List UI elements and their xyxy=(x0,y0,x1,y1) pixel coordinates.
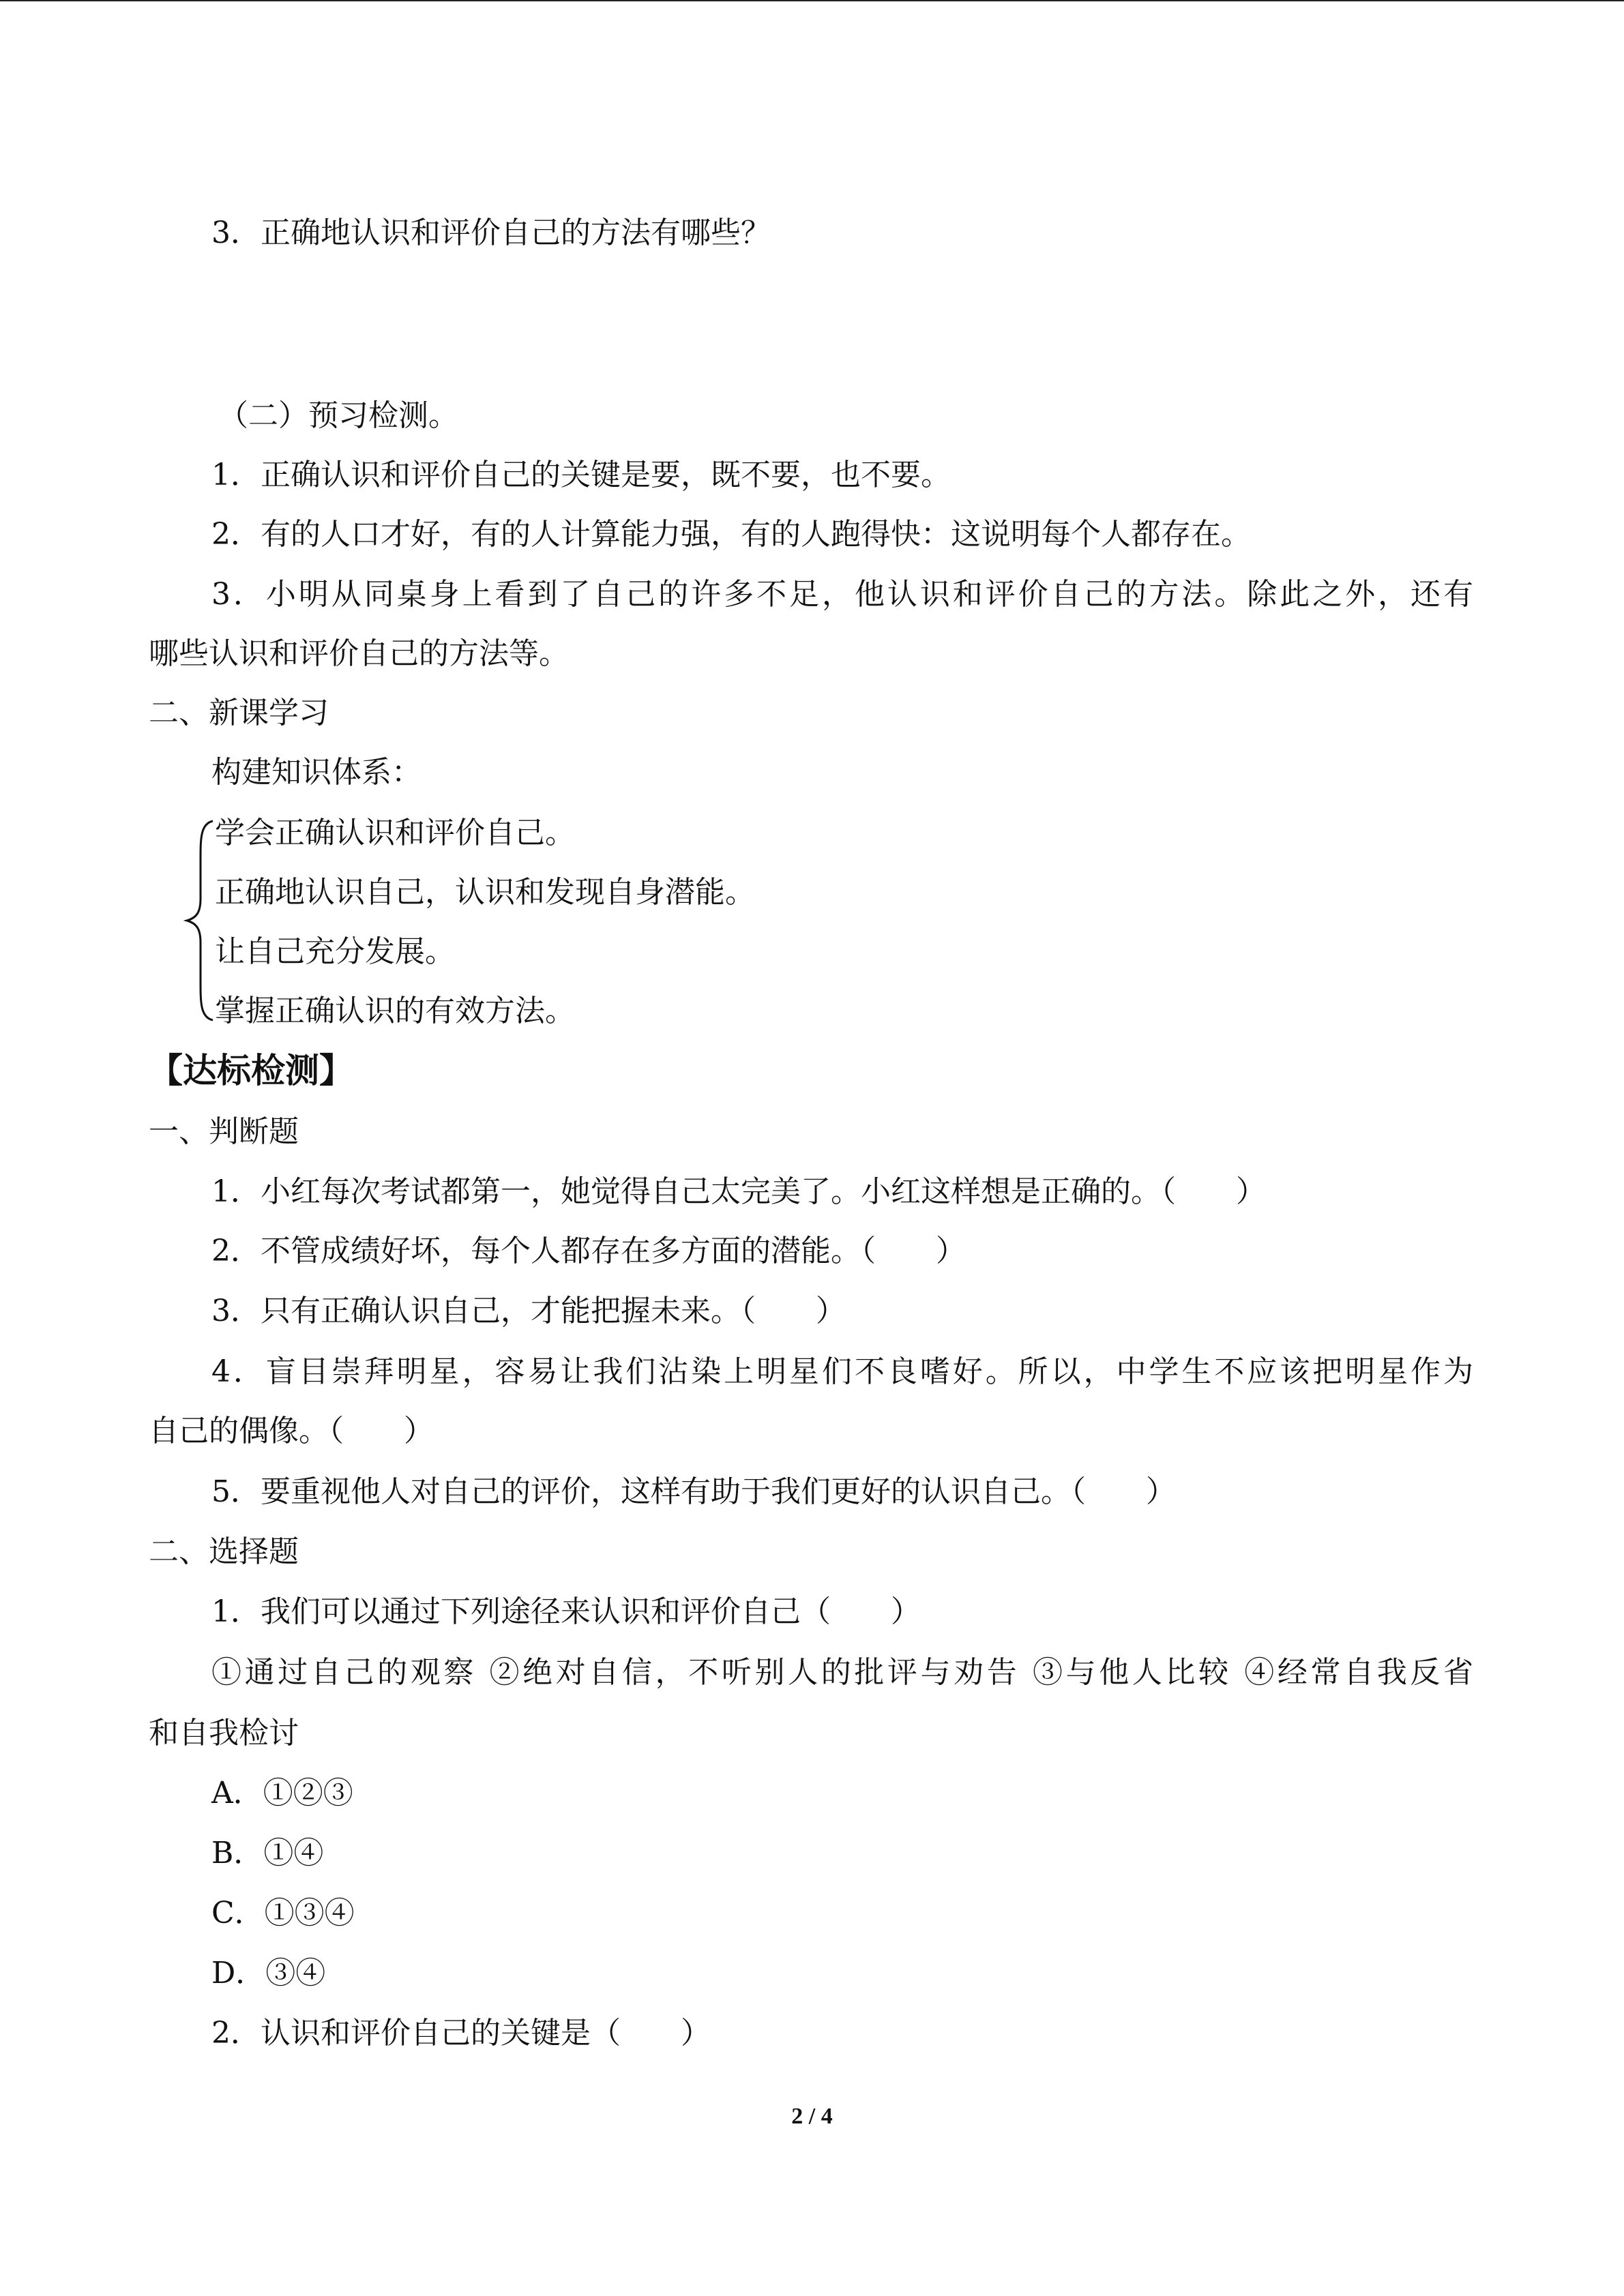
knowledge-item-3: 让自己充分发展。 xyxy=(215,934,455,969)
knowledge-item-4: 掌握正确认识的有效方法。 xyxy=(215,994,575,1028)
knowledge-item-1: 学会正确认识和评价自己。 xyxy=(215,816,575,850)
option-a: A．①②③ xyxy=(211,1776,353,1810)
option-c: C．①③④ xyxy=(211,1896,355,1930)
check-item-3: 3．小明从同桌身上看到了自己的许多不足，他认识和评价自己的方法。除此之外，还有 xyxy=(211,577,1473,612)
choice-question-2: 2．认识和评价自己的关键是（ ） xyxy=(211,2016,711,2051)
knowledge-brace xyxy=(183,818,217,1023)
judge-item-1: 1．小红每次考试都第一，她觉得自己太完美了。小红这样想是正确的。（ ） xyxy=(211,1174,1266,1209)
check-item-2: 2．有的人口才好，有的人计算能力强，有的人跑得快：这说明每个人都存在。 xyxy=(211,517,1251,552)
page-number: 2 / 4 xyxy=(791,2104,833,2129)
judge-item-3: 3．只有正确认识自己，才能把握未来。（ ） xyxy=(211,1294,846,1328)
choice-question-1: 1．我们可以通过下列途径来认识和评价自己（ ） xyxy=(211,1594,921,1629)
new-lesson-title: 二、新课学习 xyxy=(149,696,329,730)
judge-title: 一、判断题 xyxy=(149,1114,299,1149)
judge-item-5: 5．要重视他人对自己的评价，这样有助于我们更好的认识自己。（ ） xyxy=(211,1474,1176,1509)
preview-check-title: （二）预习检测。 xyxy=(218,398,458,433)
preview-question-3: 3．正确地认识和评价自己的方法有哪些？ xyxy=(211,215,771,250)
judge-item-4-cont: 自己的偶像。（ ） xyxy=(149,1414,434,1448)
option-d: D．③④ xyxy=(211,1956,326,1991)
check-item-1: 1．正确认识和评价自己的关键是要，既不要，也不要。 xyxy=(211,458,951,492)
check-item-3-cont: 哪些认识和评价自己的方法等。 xyxy=(149,636,569,671)
option-b: B．①④ xyxy=(211,1836,324,1870)
assessment-title: 【达标检测】 xyxy=(149,1050,353,1090)
judge-item-2: 2．不管成绩好坏，每个人都存在多方面的潜能。（ ） xyxy=(211,1234,966,1268)
new-lesson-subtitle: 构建知识体系： xyxy=(211,755,422,790)
choice-question-1-stem-cont: 和自我检讨 xyxy=(149,1716,299,1750)
knowledge-item-2: 正确地认识自己，认识和发现自身潜能。 xyxy=(215,875,755,910)
choice-question-1-stem: ①通过自己的观察 ②绝对自信，不听别人的批评与劝告 ③与他人比较 ④经常自我反省 xyxy=(211,1655,1473,1690)
choice-title: 二、选择题 xyxy=(149,1534,299,1569)
judge-item-4: 4．盲目崇拜明星，容易让我们沾染上明星们不良嗜好。所以，中学生不应该把明星作为 xyxy=(211,1354,1473,1389)
